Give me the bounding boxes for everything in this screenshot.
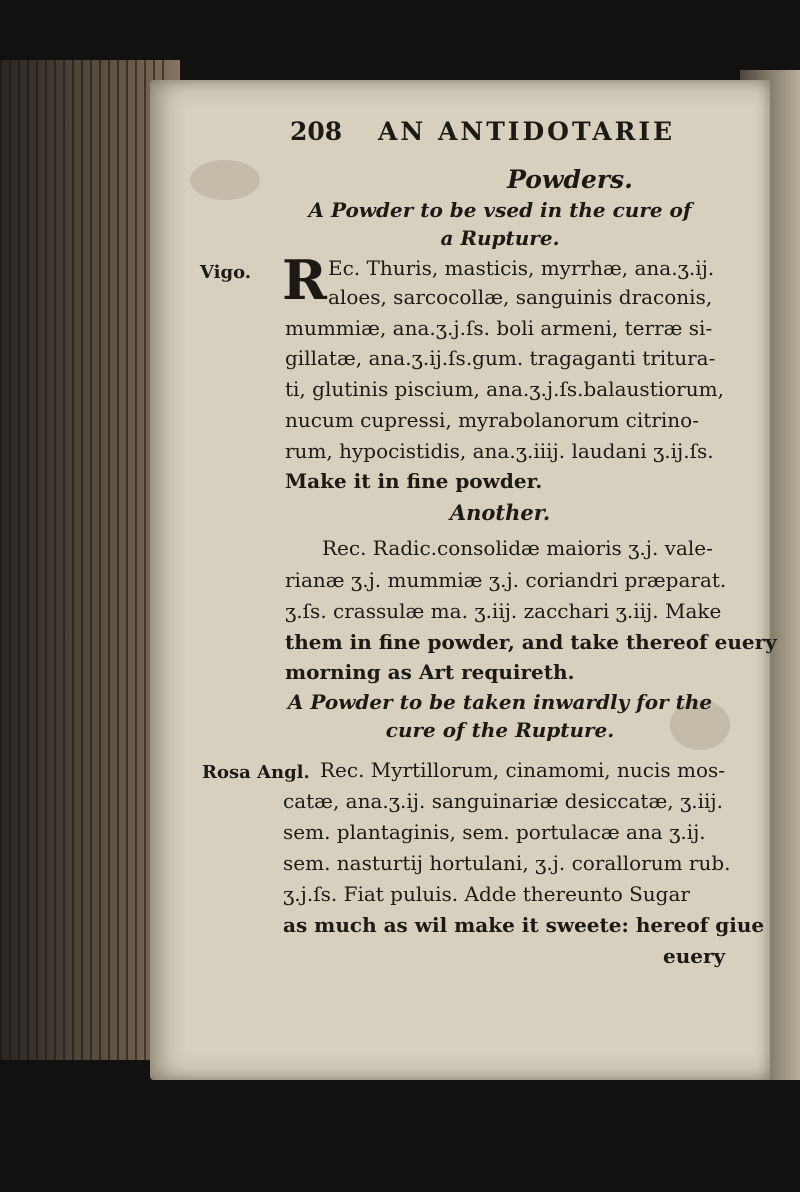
recipe-heading: Another. <box>449 500 551 525</box>
text-line: nucum cupressi, myrabolanorum citrino- <box>285 408 699 432</box>
text-line: morning as Art requireth. <box>285 660 575 684</box>
catchword: euery <box>663 944 726 968</box>
text-line: rum, hypocistidis, ana.ʒ.iiij. laudani ʒ.ij.ſs. <box>285 439 714 463</box>
text-line: Rec. Myrtillorum, cinamomi, nucis mos- <box>320 758 726 782</box>
text-line: aloes, sarcocollæ, sanguinis draconis, <box>328 285 713 309</box>
recipe-heading: cure of the Rupture. <box>385 718 615 742</box>
margin-note: Vigo. <box>200 262 252 283</box>
text-line: sem. plantaginis, sem. portulacæ ana ʒ.ij. <box>283 820 706 844</box>
text-line: gillatæ, ana.ʒ.ij.ſs.gum. tragaganti tritura- <box>285 346 716 370</box>
section-title: Powders. <box>507 165 633 194</box>
text-line: Make it in fine powder. <box>285 469 543 493</box>
text-line: Rec. Radic.consolidæ maioris ʒ.j. vale- <box>322 536 713 560</box>
text-line: sem. nasturtij hortulani, ʒ.j. corallorum rub. <box>283 851 731 875</box>
recipe-heading: a Rupture. <box>440 226 560 250</box>
binding-shadow-stripes <box>0 60 170 1060</box>
text-line: catæ, ana.ʒ.ij. sanguinariæ desiccatæ, ʒ.iij. <box>283 789 723 813</box>
page-stain <box>190 160 260 200</box>
margin-note: Rosa Angl. <box>202 762 310 783</box>
running-head: AN ANTIDOTARIE <box>378 117 676 146</box>
drop-cap: R <box>282 248 327 312</box>
text-line: ʒ.ſs. crassulæ ma. ʒ.iij. zacchari ʒ.iij. Make <box>285 599 722 623</box>
text-line: mummiæ, ana.ʒ.j.ſs. boli armeni, terræ si- <box>285 316 713 340</box>
text-line: ʒ.j.ſs. Fiat puluis. Adde thereunto Sugar <box>283 882 690 906</box>
page-number: 208 <box>290 117 343 146</box>
text-line: Ec. Thuris, masticis, myrrhæ, ana.ʒ.ij. <box>328 256 715 280</box>
recipe-heading: A Powder to be taken inwardly for the <box>287 690 713 714</box>
recipe-heading: A Powder to be vsed in the cure of <box>308 198 692 222</box>
text-line: them in fine powder, and take thereof euery <box>285 630 777 654</box>
text-line: ti, glutinis piscium, ana.ʒ.j.ſs.balaustiorum, <box>285 377 724 401</box>
text-line: as much as wil make it sweete: hereof giue <box>283 913 765 937</box>
page-header <box>290 117 730 157</box>
text-line: rianæ ʒ.j. mummiæ ʒ.j. coriandri præparat. <box>285 568 727 592</box>
